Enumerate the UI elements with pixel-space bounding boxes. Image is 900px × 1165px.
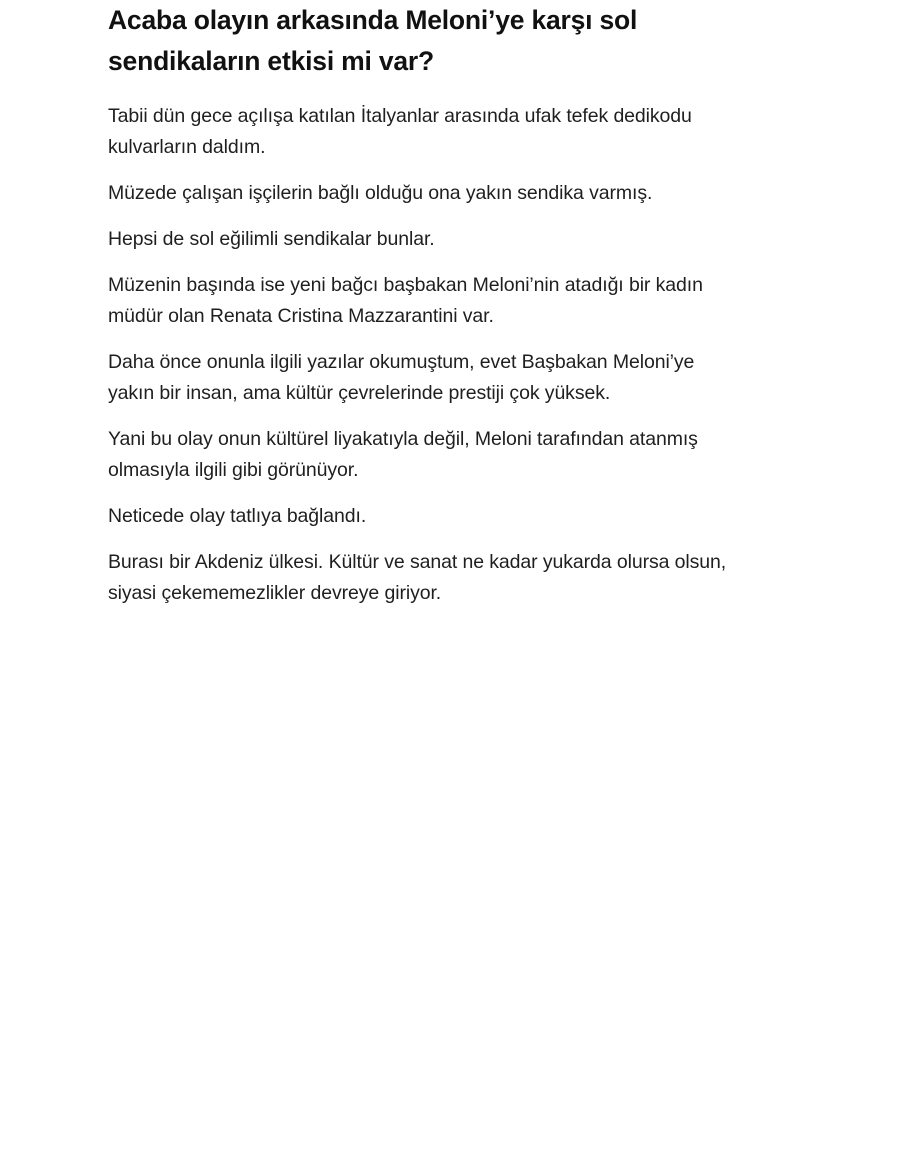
paragraph-2: Müzede çalışan işçilerin bağlı olduğu ona yakın sendika varmış. <box>108 182 653 204</box>
article-body <box>108 0 728 609</box>
paragraph-5: Daha önce onunla ilgili yazılar okumuştum, evet Başbakan Meloni’ye yakın bir insan, ama kültür çevrelerinde prestiji çok yüksek. <box>108 351 695 404</box>
paragraph-8: Burası bir Akdeniz ülkesi. Kültür ve sanat ne kadar yukarda olursa olsun, siyasi çekememezlikler devreye giriyor. <box>108 551 727 604</box>
paragraph-7: Neticede olay tatlıya bağlandı. <box>108 505 367 527</box>
paragraph-1: Tabii dün gece açılışa katılan İtalyanlar arasında ufak tefek dedikodu kulvarların daldım. <box>108 105 692 158</box>
paragraph-6: Yani bu olay onun kültürel liyakatıyla değil, Meloni tarafından atanmış olmasıyla ilgili gibi görünüyor. <box>108 428 698 481</box>
section-heading: Acaba olayın arkasında Meloni’ye karşı sol sendikaların etkisi mi var? <box>108 5 638 76</box>
paragraph-3: Hepsi de sol eğilimli sendikalar bunlar. <box>108 228 435 250</box>
paragraph-4: Müzenin başında ise yeni bağcı başbakan Meloni’nin atadığı bir kadın müdür olan Renata Cristina Mazzarantini var. <box>108 274 703 327</box>
